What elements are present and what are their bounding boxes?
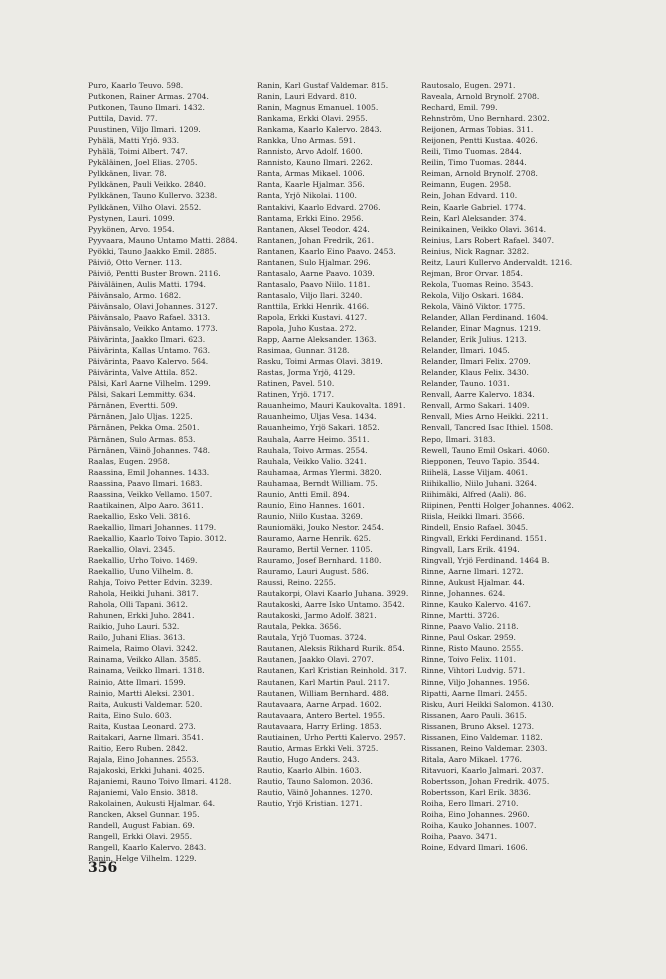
index-entry: Riihelä, Lasse Viljam. 4061.	[421, 467, 528, 477]
index-entry: Rindell, Ensio Rafael. 3045.	[421, 522, 529, 532]
index-entry: Rankama, Kaarlo Kalervo. 2843.	[257, 125, 382, 135]
index-entry: Päivärinta, Kallas Untamo. 763.	[88, 346, 211, 356]
index-column-3	[421, 80, 583, 853]
index-entry: Riihimäki, Alfred (Aali). 86.	[421, 489, 527, 499]
index-entry: Rauanheimo, Mauri Kaukovalta. 1891.	[257, 401, 406, 411]
index-entry: Reijonen, Pentti Kustaa. 4026.	[421, 136, 538, 146]
index-entry: Rangell, Kaarlo Kalervo. 2843.	[88, 843, 207, 853]
index-entry: Pärnänen, Pekka Oma. 2501.	[88, 423, 200, 433]
index-entry: Relander, Klaus Felix. 3430.	[421, 368, 529, 378]
index-entry: Päivänsalo, Olavi Johannes. 3127.	[88, 301, 218, 311]
index-entry: Relander, Erik Julius. 1213.	[421, 335, 527, 345]
index-entry: Rautanen, Aleksis Rikhard Rurik. 854.	[257, 644, 405, 654]
index-entry: Putkonen, Rainer Armas. 2704.	[88, 92, 209, 102]
index-entry: Rissanen, Bruno Aksel. 1273.	[421, 721, 535, 731]
index-entry: Puro, Kaarlo Teuvo. 598.	[88, 81, 184, 90]
index-entry: Pylkkänen, Pauli Veikko. 2840.	[88, 180, 207, 190]
index-entry: Ringvall, Yrjö Ferdinand. 1464 B.	[421, 556, 550, 566]
index-entry: Ratinen, Yrjö. 1717.	[257, 390, 335, 400]
index-entry: Päivärinta, Jaakko Ilmari. 623.	[88, 335, 206, 345]
index-entry: Rauramo, Bertil Verner. 1105.	[257, 544, 373, 554]
index-entry: Puustinen, Viljo Ilmari. 1209.	[88, 125, 201, 135]
index-entry: Raekallio, Esko Veli. 3816.	[88, 511, 191, 521]
index-entry: Rasku, Toimi Armas Olavi. 3819.	[257, 357, 383, 367]
index-entry: Raunio, Eino Hannes. 1601.	[257, 500, 365, 510]
index-entry: Rekola, Viljo Oskari. 1684.	[421, 290, 524, 300]
index-entry: Rewell, Tauno Emil Oskari. 4060.	[421, 445, 550, 455]
index-entry: Raitakari, Aarne Ilmari. 3541.	[88, 732, 204, 742]
index-entry: Rautakoski, Aarre Isko Untamo. 3542.	[257, 600, 405, 610]
index-entry: Roiha, Kauko Johannes. 1007.	[421, 821, 537, 831]
index-entry: Pyhälä, Toimi Albert. 747.	[88, 147, 188, 157]
index-entry: Rapp, Aarne Aleksander. 1363.	[257, 335, 377, 345]
index-entry: Pyhälä, Matti Yrjö. 933.	[88, 136, 180, 146]
index-entry: Rastas, Jorma Yrjö, 4129.	[257, 368, 356, 378]
index-entry: Railo, Juhani Elias. 3613.	[88, 633, 186, 643]
index-entry: Rautosalo, Eugen. 2971.	[421, 81, 516, 90]
index-entry: Reijonen, Armas Tobias. 311.	[421, 125, 534, 135]
index-entry: Raassina, Paavo Ilmari. 1683.	[88, 478, 203, 488]
index-entry: Rankka, Uno Armas. 591.	[257, 136, 356, 146]
index-entry: Pyykönen, Arvo. 1954.	[88, 224, 175, 234]
index-entry: Rinne, Toivo Felix. 1101.	[421, 655, 517, 665]
index-entry: Raita, Aukusti Valdemar. 520.	[88, 699, 203, 709]
index-entry: Pärnänen, Väinö Johannes. 748.	[88, 445, 211, 455]
index-entry: Reilin, Timo Tuomas. 2844.	[421, 158, 527, 168]
index-entry: Rahunen, Erkki Juho. 2841.	[88, 611, 195, 621]
index-entry: Rauhala, Aarre Heimo. 3511.	[257, 434, 370, 444]
index-entry: Ranin, Magnus Emanuel. 1005.	[257, 103, 379, 113]
index-entry: Rautavaara, Aarne Arpad. 1602.	[257, 699, 382, 709]
index-entry: Pykäläinen, Joel Elias. 2705.	[88, 158, 198, 168]
index-entry: Rannisto, Kauno Ilmari. 2262.	[257, 158, 373, 168]
index-entry: Renvall, Tancred Isac Ithiel. 1508.	[421, 423, 554, 433]
index-entry: Päivänsalo, Paavo Rafael. 3313.	[88, 312, 211, 322]
index-entry: Raitio, Eero Ruben. 2842.	[88, 743, 188, 753]
index-entry: Rautala, Yrjö Tuomas. 3724.	[257, 633, 367, 643]
index-entry: Rahja, Toivo Petter Edvin. 3239.	[88, 578, 213, 588]
index-entry: Raatikainen, Alpo Aaro. 3611.	[88, 500, 204, 510]
index-entry: Rautio, Hugo Anders. 243.	[257, 754, 360, 764]
index-entry: Rantakivi, Kaarlo Edvard. 2706.	[257, 202, 381, 212]
index-column-2	[257, 80, 415, 809]
index-entry: Päivärinta, Valve Attila. 852.	[88, 368, 198, 378]
index-entry: Relander, Ilmari. 1045.	[421, 346, 510, 356]
index-entry: Rautio, Yrjö Kristian. 1271.	[257, 799, 363, 809]
index-entry: Raveala, Arnold Brynolf. 2708.	[421, 92, 540, 102]
index-entry: Raalas, Eugen. 2958.	[88, 456, 170, 466]
index-entry: Rautanen, Karl Martin Paul. 2117.	[257, 677, 390, 687]
index-entry: Rautiainen, Urho Pertti Kalervo. 2957.	[257, 732, 406, 742]
index-entry: Rantanen, Sulo Hjalmar. 296.	[257, 257, 371, 267]
index-entry: Riipinen, Pentti Holger Johannes. 4062.	[421, 500, 574, 510]
index-entry: Rautio, Väinö Johannes. 1270.	[257, 788, 373, 797]
index-entry: Riihikallio, Niilo Juhani. 3264.	[421, 478, 537, 488]
index-entry: Rautanen, William Bernhard. 488.	[257, 688, 389, 698]
index-entry: Rissanen, Eino Valdemar. 1182.	[421, 732, 543, 742]
index-entry: Rissanen, Aaro Pauli. 3615.	[421, 710, 527, 720]
index-entry: Reinikainen, Veikko Olavi. 3614.	[421, 224, 546, 234]
index-entry: Randell, August Fabian. 69.	[88, 821, 195, 831]
index-entry: Rangell, Erkki Olavi. 2955.	[88, 832, 193, 842]
index-entry: Raita, Eino Sulo. 603.	[88, 710, 172, 720]
index-entry: Rekola, Väinö Viktor. 1775.	[421, 301, 526, 311]
index-entry: Rekola, Tuomas Reino. 3543.	[421, 279, 534, 289]
index-entry: Pylkkänen, Vilho Olavi. 2552.	[88, 202, 202, 212]
index-entry: Risku, Auri Heikki Salomon. 4130.	[421, 699, 554, 709]
index-entry: Rauniomäki, Jouko Nestor. 2454.	[257, 522, 384, 532]
index-entry: Rainio, Martti Aleksi. 2301.	[88, 688, 195, 698]
index-entry: Ritala, Aaro Mikael. 1776.	[421, 754, 522, 764]
index-entry: Ringvall, Erkki Ferdinand. 1551.	[421, 533, 547, 543]
index-entry: Rauhala, Veikko Valio. 3241.	[257, 456, 367, 466]
index-entry: Relander, Ilmari Felix. 2709.	[421, 357, 531, 367]
index-entry: Päiviö, Otto Verner. 113.	[88, 257, 182, 267]
index-entry: Roiha, Eino Johannes. 2960.	[421, 810, 530, 820]
index-entry: Riisla, Heikki Ilmari. 3566.	[421, 511, 525, 521]
index-entry: Rahola, Heikki Juhani. 3817.	[88, 589, 199, 599]
index-entry: Rautakoski, Jarmo Adolf. 3821.	[257, 611, 377, 621]
index-entry: Rauhala, Toivo Armas. 2554.	[257, 445, 368, 455]
index-entry: Rinne, Viljo Johannes. 1956.	[421, 677, 530, 687]
index-entry: Ripatti, Aarne Ilmari. 2455.	[421, 688, 528, 698]
index-entry: Päivänsalo, Veikko Antamo. 1773.	[88, 324, 218, 334]
index-entry: Rasimaa, Gunnar. 3128.	[257, 346, 350, 356]
index-entry: Päiviö, Pentti Buster Brown. 2116.	[88, 268, 221, 278]
index-entry: Pyyvaara, Mauno Untamo Matti. 2884.	[88, 235, 238, 245]
index-entry: Rechard, Emil. 799.	[421, 103, 498, 113]
index-entry: Raunio, Niilo Kustaa. 3269.	[257, 511, 363, 521]
index-entry: Rannisto, Arvo Adolf. 1600.	[257, 147, 363, 157]
index-entry: Rinne, Paul Oskar. 2959.	[421, 633, 516, 643]
index-entry: Rinne, Aukust Hjalmar. 44.	[421, 578, 525, 588]
index-entry: Pälsi, Sakari Lemmitty. 634.	[88, 390, 196, 400]
index-entry: Rajaniemi, Valo Ensio. 3818.	[88, 788, 199, 797]
index-entry: Rapola, Erkki Kustavi. 4127.	[257, 312, 368, 322]
index-entry: Raekallio, Uuno Vilhelm. 8.	[88, 567, 194, 577]
index-entry: Rantanen, Johan Fredrik, 261.	[257, 235, 374, 245]
index-entry: Raassina, Emil Johannes. 1433.	[88, 467, 210, 477]
index-entry: Rancken, Aksel Gunnar. 195.	[88, 810, 200, 820]
index-entry: Robertsson, Johan Fredrik. 4075.	[421, 776, 550, 786]
index-entry: Roine, Edvard Ilmari. 1606.	[421, 843, 528, 853]
index-entry: Ranin, Karl Gustaf Valdemar. 815.	[257, 81, 389, 90]
index-entry: Pystynen, Lauri. 1099.	[88, 213, 175, 223]
index-entry: Rahola, Olli Tapani. 3612.	[88, 600, 188, 610]
index-entry: Pyökki, Tauno Jaakko Emil. 2885.	[88, 246, 217, 256]
index-entry: Rautio, Armas Erkki Veli. 3725.	[257, 743, 379, 753]
index-entry: Renvall, Aarre Kalervo. 1834.	[421, 390, 535, 400]
index-entry: Relander, Tauno. 1031.	[421, 379, 510, 389]
index-entry: Rejman, Bror Orvar. 1854.	[421, 268, 523, 278]
index-entry: Rantanen, Kaarlo Eino Paavo. 2453.	[257, 246, 396, 256]
index-entry: Raikio, Juho Lauri. 532.	[88, 622, 180, 632]
index-entry: Rautio, Tauno Salomon. 2036.	[257, 776, 373, 786]
index-entry: Putkonen, Tauno Ilmari. 1432.	[88, 103, 205, 113]
index-entry: Rehnström, Uno Bernhard. 2302.	[421, 114, 550, 124]
index-entry: Rautavaara, Harry Erling. 1853.	[257, 721, 382, 731]
index-entry: Roiha, Eero Ilmari. 2710.	[421, 799, 519, 809]
index-entry: Rinne, Kauko Kalervo. 4167.	[421, 600, 531, 610]
index-entry: Reimann, Eugen. 2958.	[421, 180, 512, 190]
index-entry: Rautanen, Jaakko Olavi. 2707.	[257, 655, 374, 665]
index-entry: Reinius, Lars Robert Rafael. 3407.	[421, 235, 555, 245]
index-entry: Päivärinta, Paavo Kalervo. 564.	[88, 357, 209, 367]
index-entry: Riepponen, Teuvo Tapio. 3544.	[421, 456, 540, 466]
index-entry: Rainama, Veikko Allan. 3585.	[88, 655, 202, 665]
index-entry: Rauhamaa, Berndt William. 75.	[257, 478, 378, 488]
index-entry: Raassina, Veikko Vellamo. 1507.	[88, 489, 213, 499]
index-entry: Ratinen, Pavel. 510.	[257, 379, 335, 389]
index-entry: Pylkkänen, Tauno Kullervo. 3238.	[88, 191, 218, 201]
index-entry: Reinius, Nick Ragnar. 3282.	[421, 246, 529, 256]
index-entry: Rauramo, Lauri August. 586.	[257, 567, 369, 577]
index-entry: Rakolainen, Aukusti Hjalmar. 64.	[88, 799, 216, 809]
index-entry: Rinne, Vihtori Ludvig. 571.	[421, 666, 526, 676]
index-entry: Rinne, Risto Mauno. 2555.	[421, 644, 524, 654]
index-entry: Rinne, Aarne Ilmari. 1272.	[421, 567, 524, 577]
index-entry: Rajakoski, Erkki Juhani. 4025.	[88, 765, 205, 775]
index-entry: Rinne, Paavo Valio. 2118.	[421, 622, 519, 632]
index-entry: Rainama, Veikko Ilmari. 1318.	[88, 666, 205, 676]
index-entry: Puttila, David. 77.	[88, 114, 158, 124]
index-entry: Rauanheimo, Yrjö Sakari. 1852.	[257, 423, 380, 433]
index-entry: Pälsi, Karl Aarne Vilhelm. 1299.	[88, 379, 211, 389]
index-entry: Raekallio, Ilmari Johannes. 1179.	[88, 522, 217, 532]
index-entry: Rantasalo, Viljo Ilari. 3240.	[257, 290, 363, 300]
index-entry: Päivänsalo, Armo. 1682.	[88, 290, 182, 300]
index-entry: Rainio, Atte Ilmari. 1599.	[88, 677, 186, 687]
index-entry: Ranta, Yrjö Nikolai. 1100.	[257, 191, 357, 201]
index-entry: Reitz, Lauri Kullervo Andervaldt. 1216.	[421, 257, 573, 267]
index-entry: Raekallio, Kaarlo Toivo Tapio. 3012.	[88, 533, 227, 543]
index-entry: Repo, Ilmari. 3183.	[421, 434, 496, 444]
index-entry: Rautala, Pekka. 3656.	[257, 622, 342, 632]
index-entry: Rantama, Erkki Eino. 2956.	[257, 213, 364, 223]
index-entry: Robertsson, Karl Erik. 3836.	[421, 788, 531, 797]
index-entry: Raekallio, Olavi. 2345.	[88, 544, 176, 554]
index-entry: Rinne, Martti. 3726.	[421, 611, 500, 621]
index-entry: Ranta, Kaarle Hjalmar. 356.	[257, 180, 365, 190]
page-number: 356	[88, 860, 118, 876]
index-entry: Rautavaara, Antero Bertel. 1955.	[257, 710, 386, 720]
index-entry: Ranin, Helge Vilhelm. 1229.	[88, 854, 197, 864]
index-entry: Rantasalo, Aarne Paavo. 1039.	[257, 268, 375, 278]
index-entry: Rinne, Johannes. 624.	[421, 589, 506, 599]
index-entry: Raekallio, Urho Toivo. 1469.	[88, 556, 198, 566]
index-entry: Rapola, Juho Kustaa. 272.	[257, 324, 357, 334]
index-entry: Rein, Johan Edvard. 110.	[421, 191, 518, 201]
index-entry: Rautakorpi, Olavi Kaarlo Juhana. 3929.	[257, 589, 409, 599]
index-column-1	[88, 80, 250, 864]
index-entry: Ringvall, Lars Erik. 4194.	[421, 544, 520, 554]
index-entry: Raimela, Raimo Olavi. 3242.	[88, 644, 198, 654]
index-entry: Rankama, Erkki Olavi. 2955.	[257, 114, 368, 124]
index-entry: Ranttila, Erkki Henrik. 4166.	[257, 301, 370, 311]
index-entry: Renvall, Armo Sakari. 1409.	[421, 401, 530, 411]
index-entry: Rautanen, Karl Kristian Reinhold. 317.	[257, 666, 407, 676]
index-entry: Rein, Kaarle Gabriel. 1774.	[421, 202, 527, 212]
index-entry: Pylkkänen, Iivar. 78.	[88, 169, 167, 179]
index-entry: Rissanen, Reino Valdemar. 2303.	[421, 743, 548, 753]
index-entry: Ranta, Armas Mikael. 1006.	[257, 169, 365, 179]
index-entry: Pärnänen, Sulo Armas. 853.	[88, 434, 196, 444]
index-entry: Relander, Allan Ferdinand. 1604.	[421, 312, 549, 322]
index-entry: Raita, Kustaa Leonard. 273.	[88, 721, 196, 731]
index-entry: Rautio, Kaarlo Albin. 1603.	[257, 765, 362, 775]
index-entry: Roiha, Paavo. 3471.	[421, 832, 498, 842]
index-entry: Relander, Einar Magnus. 1219.	[421, 324, 541, 334]
index-entry: Reili, Timo Tuomas. 2844.	[421, 147, 522, 157]
index-entry: Renvall, Mies Arno Heikki. 2211.	[421, 412, 549, 422]
index-entry: Rajaniemi, Rauno Toivo Ilmari. 4128.	[88, 776, 232, 786]
index-entry: Raussi, Reino. 2255.	[257, 578, 336, 588]
index-entry: Rantanen, Aksel Teodor. 424.	[257, 224, 370, 234]
index-entry: Rantasalo, Paavo Niilo. 1181.	[257, 279, 371, 289]
index-entry: Pärnänen, Evertti. 509.	[88, 401, 178, 411]
index-entry: Raunio, Antti Emil. 894.	[257, 489, 350, 499]
index-entry: Pärnänen, Jalo Uljas. 1225.	[88, 412, 193, 422]
index-entry: Rauramo, Josef Bernhard. 1180.	[257, 556, 382, 566]
index-entry: Reiman, Arnold Brynolf. 2708.	[421, 169, 538, 179]
index-entry: Rauhamaa, Armas Ylermi. 3820.	[257, 467, 382, 477]
index-entry: Rauramo, Aarne Henrik. 625.	[257, 533, 371, 543]
index-entry: Ritavuori, Kaarlo Jalmari. 2037.	[421, 765, 544, 775]
index-entry: Päiväläinen, Aulis Matti. 1794.	[88, 279, 206, 289]
index-entry: Ranin, Lauri Edvard. 810.	[257, 92, 357, 102]
index-entry: Rein, Karl Aleksander. 374.	[421, 213, 527, 223]
index-entry: Rajala, Eino Johannes. 2553.	[88, 754, 199, 764]
index-entry: Rauanheimo, Uljas Vesa. 1434.	[257, 412, 377, 422]
